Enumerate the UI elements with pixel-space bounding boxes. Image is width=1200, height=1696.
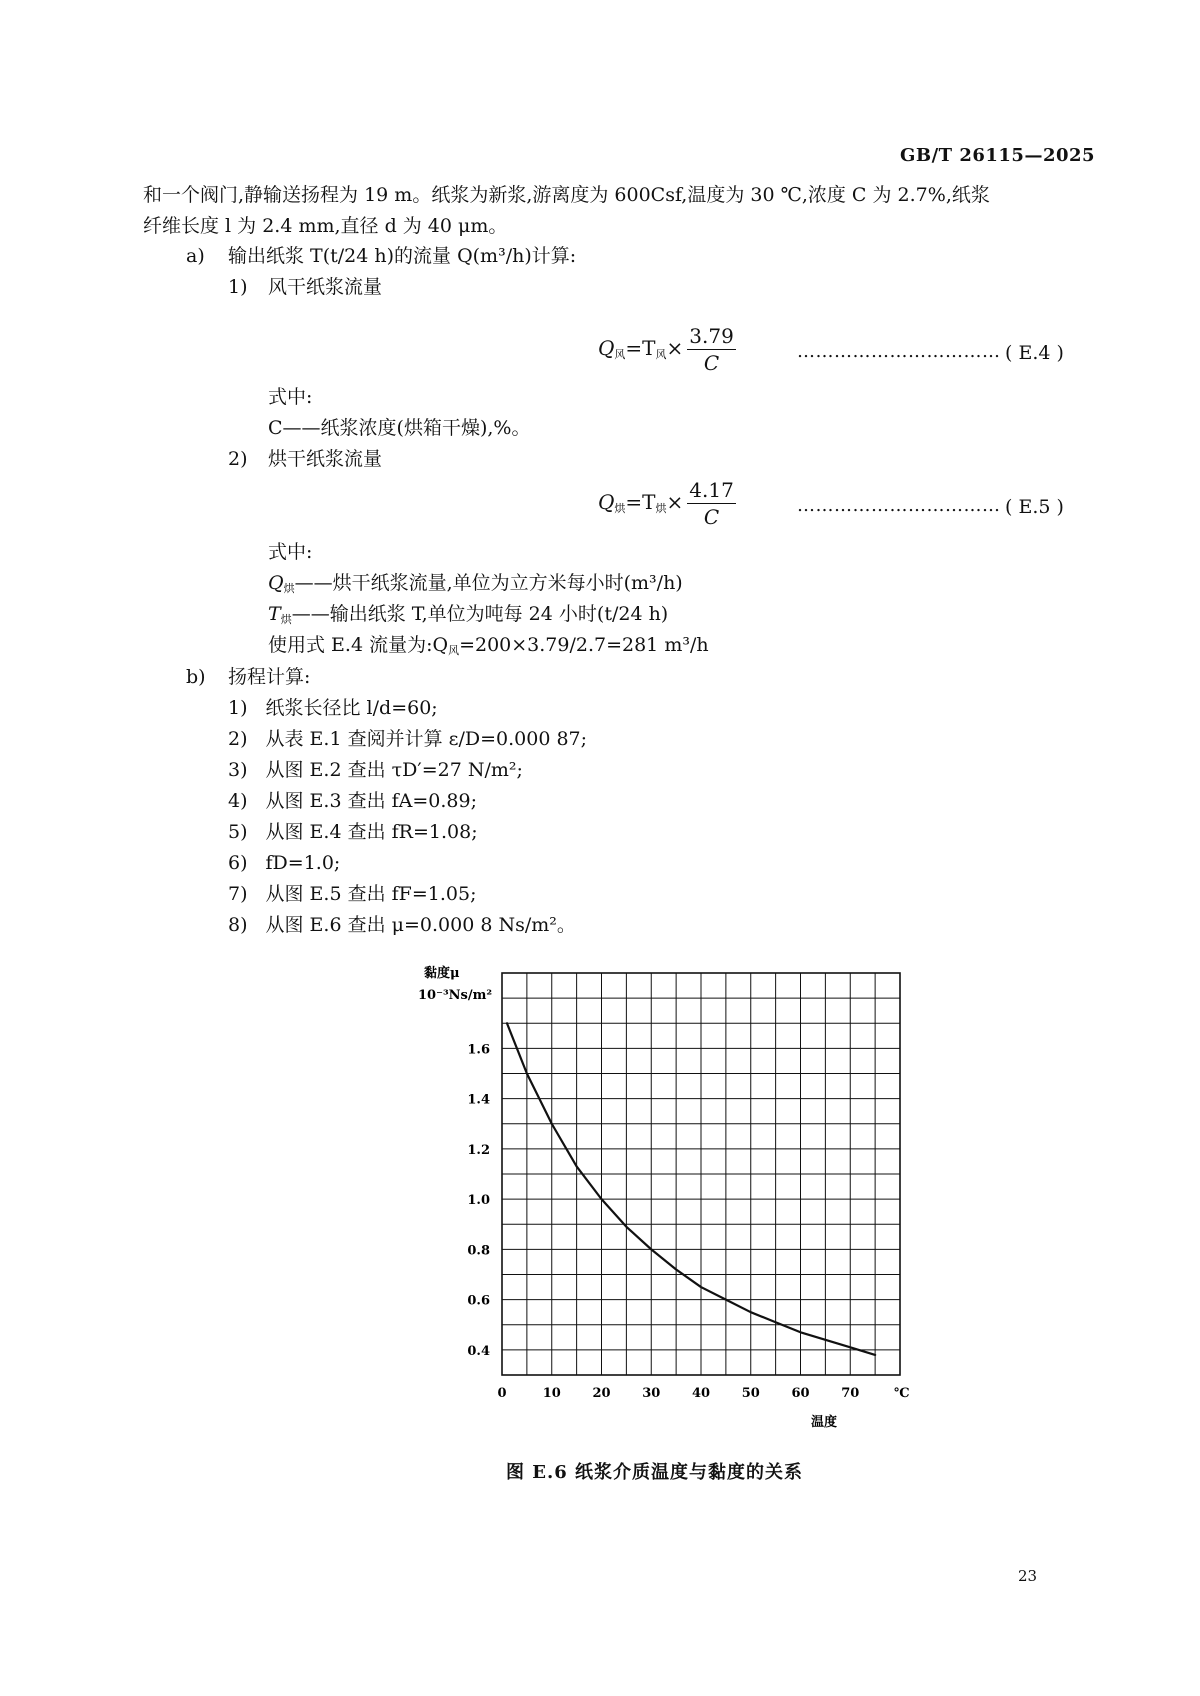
section-b-label: b) (186, 666, 206, 688)
page-number: 23 (1018, 1567, 1038, 1585)
standard-code: GB/T 26115—2025 (900, 145, 1096, 166)
item-a2-number: 2) (228, 448, 248, 470)
section-b-text: 扬程计算: (228, 666, 311, 688)
list-item-text: 从图 E.5 查出 fF=1.05; (265, 883, 477, 905)
x-tick-label: 50 (741, 1386, 760, 1401)
definition-t-symbol: T (268, 603, 281, 625)
list-item-text: fD=1.0; (265, 852, 341, 874)
definition-c: C——纸浆浓度(烘箱干燥),%。 (268, 417, 531, 439)
viscosity-curve (507, 1023, 875, 1355)
list-item-text: 从图 E.6 查出 μ=0.000 8 Ns/m²。 (265, 914, 576, 936)
section-a-text: 输出纸浆 T(t/24 h)的流量 Q(m³/h)计算: (228, 245, 577, 267)
x-axis-unit: ℃ (894, 1386, 910, 1401)
formula-e5-times: × (666, 490, 684, 514)
x-tick-label: 30 (642, 1386, 661, 1401)
usage-prefix: 使用式 E.4 流量为:Q (268, 634, 449, 656)
list-item-text: 纸浆长径比 l/d=60; (265, 697, 438, 719)
formula-e4-lhs-sub: 风 (614, 348, 626, 361)
formula-e4-lhs: Q (598, 336, 615, 360)
definition-q-text: ——烘干纸浆流量,单位为立方米每小时(m³/h) (294, 572, 683, 594)
usage-sub: 风 (448, 644, 460, 657)
y-tick-label: 0.4 (467, 1343, 490, 1359)
formula-e4-t-sub: 风 (655, 348, 667, 361)
x-tick-label: 0 (497, 1386, 507, 1401)
definition-q-sub: 烘 (283, 582, 295, 595)
y-tick-label: 0.6 (467, 1293, 490, 1309)
formula-e4-numerator: 3.79 (689, 324, 734, 348)
y-tick-label: 1.0 (467, 1193, 490, 1209)
where-label-1: 式中: (268, 386, 313, 408)
list-item-text: 从图 E.3 查出 fA=0.89; (265, 790, 478, 812)
formula-e4-ref: ( E.4 ) (1005, 342, 1064, 364)
formula-e5-ref: ( E.5 ) (1005, 496, 1064, 518)
list-item-number: 8) (228, 914, 248, 936)
list-item-number: 4) (228, 790, 248, 812)
figure-caption: 图 E.6 纸浆介质温度与黏度的关系 (506, 1462, 804, 1483)
formula-e4-denominator: C (703, 351, 720, 375)
list-item-number: 7) (228, 883, 248, 905)
formula-e5-leader: …………………………… (797, 495, 1001, 516)
formula-e5-denominator: C (703, 505, 720, 529)
y-axis-title: 黏度μ (424, 966, 460, 981)
formula-e5-lhs-sub: 烘 (614, 502, 626, 515)
section-a-label: a) (186, 245, 205, 267)
y-tick-label: 1.4 (467, 1092, 490, 1108)
formula-e5-t-sub: 烘 (655, 502, 667, 515)
item-a1-text: 风干纸浆流量 (268, 276, 383, 298)
x-tick-label: 20 (592, 1386, 611, 1401)
formula-e5-numerator: 4.17 (689, 478, 734, 502)
list-item-number: 1) (228, 697, 248, 719)
intro-line-2: 纤维长度 l 为 2.4 mm,直径 d 为 40 μm。 (143, 215, 508, 237)
list-item-text: 从图 E.4 查出 fR=1.08; (265, 821, 478, 843)
formula-e5-lhs: Q (598, 490, 615, 514)
y-tick-label: 0.8 (467, 1243, 490, 1259)
formula-e5-eq: =T (625, 490, 656, 514)
definition-t-sub: 烘 (280, 613, 292, 626)
x-tick-label: 70 (841, 1386, 860, 1401)
x-axis-title: 温度 (810, 1415, 838, 1430)
list-item-text: 从图 E.2 查出 τD′=27 N/m²; (265, 759, 523, 781)
item-a1-number: 1) (228, 276, 248, 298)
formula-e4-leader: …………………………… (797, 341, 1001, 362)
x-tick-label: 10 (542, 1386, 561, 1401)
where-label-2: 式中: (268, 541, 313, 563)
usage-result: =200×3.79/2.7=281 m³/h (459, 634, 709, 656)
formula-e4-times: × (666, 336, 684, 360)
formula-e4-eq: =T (625, 336, 656, 360)
intro-line-1: 和一个阀门,静输送扬程为 19 m。纸浆为新浆,游离度为 600Csf,温度为 30 ℃,浓度 C 为 2.7%,纸浆 (143, 184, 990, 206)
list-item-number: 3) (228, 759, 248, 781)
list-item-number: 5) (228, 821, 248, 843)
list-item-number: 6) (228, 852, 248, 874)
x-tick-label: 40 (691, 1386, 711, 1401)
definition-t-text: ——输出纸浆 T,单位为吨每 24 小时(t/24 h) (291, 603, 669, 625)
y-tick-label: 1.2 (467, 1142, 490, 1158)
list-item-number: 2) (228, 728, 248, 750)
list-item-text: 从表 E.1 查阅并计算 ε/D=0.000 87; (265, 728, 588, 750)
definition-q-symbol: Q (268, 572, 284, 594)
item-a2-text: 烘干纸浆流量 (268, 448, 383, 470)
x-tick-label: 60 (791, 1386, 810, 1401)
y-tick-label: 1.6 (467, 1042, 490, 1058)
y-axis-unit: 10⁻³Ns/m² (418, 988, 493, 1003)
